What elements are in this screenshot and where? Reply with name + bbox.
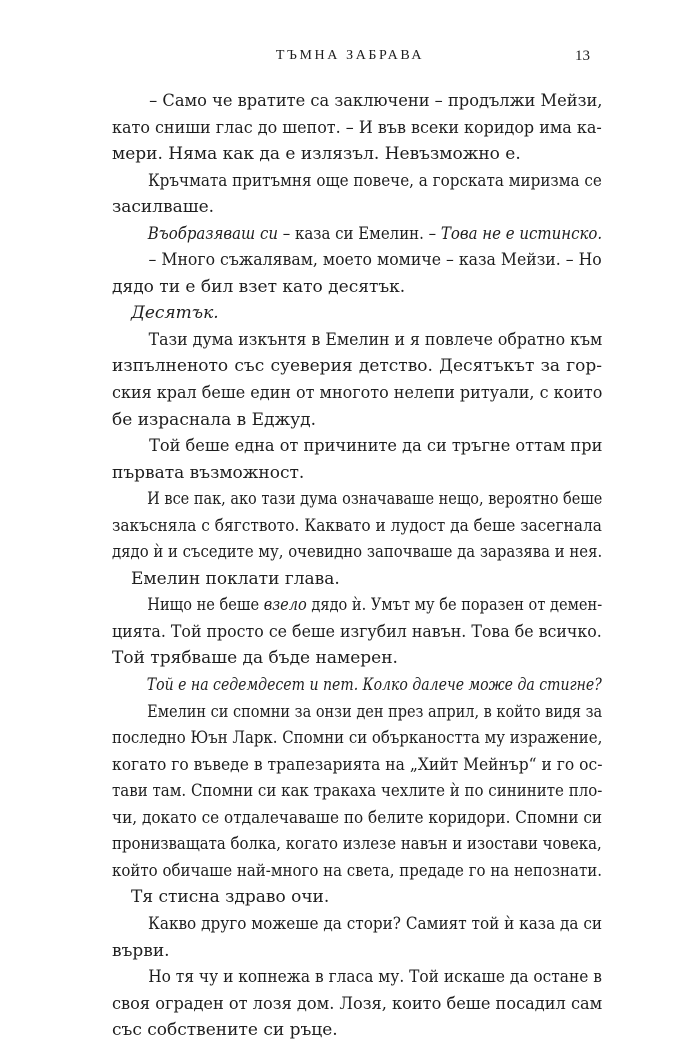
text-line [112, 831, 602, 858]
text-segment: мери. Няма как да е излязъл. Невъзможно е. [112, 144, 521, 165]
text-line [112, 592, 602, 619]
text-line [112, 460, 602, 487]
italic-text-segment: Той е на седемдесет и пет. Колко далече може да стигне? [146, 675, 602, 696]
text-line [112, 327, 602, 354]
text-segment: засилваше. [112, 197, 215, 218]
text-line [112, 805, 602, 832]
text-line [112, 513, 602, 540]
text-line [112, 645, 602, 672]
text-line [112, 858, 602, 885]
text-segment: Емелин си спомни за онзи ден през април, в който видя за [147, 701, 603, 722]
text-line [112, 672, 602, 699]
text-line [112, 353, 602, 380]
text-line [112, 274, 602, 301]
text-line [112, 247, 602, 274]
text-segment: – Само че вратите са заключени – продължи Мейзи, [149, 91, 603, 111]
text-segment: чи, докато се отдалечаваше по белите коридори. Спомни си [112, 807, 603, 828]
text-segment: закъсняла с бягството. Каквато и лудост да беше засегнала [112, 515, 602, 536]
text-line [112, 407, 602, 434]
text-line [112, 221, 602, 248]
text-segment: като сниши глас до шепот. – И във всеки коридор има ка- [112, 117, 602, 138]
text-line [112, 699, 602, 726]
italic-text-segment: Това не е истинско. [440, 223, 603, 244]
text-segment: – каза си Емелин. – [278, 223, 441, 244]
text-segment: със собствените си ръце. [112, 1020, 338, 1041]
text-line [112, 194, 602, 221]
text-line [112, 88, 602, 115]
text-line [112, 911, 602, 938]
text-line [112, 1017, 602, 1044]
text-line [112, 168, 602, 195]
text-segment: последно Юън Ларк. Спомни си объркаността му изражение, [112, 728, 603, 749]
text-segment: пронизващата болка, когато излезе навън и изостави човека, [112, 834, 602, 855]
text-segment: цията. Той просто се беше изгубил навън. Това бе всичко. [112, 621, 602, 642]
page-number: 13 [575, 48, 590, 64]
text-line [112, 141, 602, 168]
text-line [112, 778, 602, 805]
text-segment: ския крал беше един от многото нелепи ритуали, с които [112, 383, 603, 404]
text-line [112, 115, 602, 142]
text-segment: – Много съжалявам, моето момиче – каза Мейзи. – Но [148, 250, 602, 271]
text-segment: Тази дума изкънтя в Емелин и я повлече обратно към [148, 329, 603, 350]
text-line [112, 725, 602, 752]
body-text [112, 88, 602, 1044]
text-segment: когато го въведе в трапезарията на „Хийт Мейнър“ и го ос- [112, 754, 603, 775]
text-segment: дядо ѝ и съседите му, очевидно започваше да заразява и нея. [112, 542, 603, 563]
text-segment: тави там. Спомни си как тракаха чехлите ѝ по синините пло- [112, 781, 603, 802]
running-header [0, 44, 700, 68]
text-segment: И все пак, ако тази дума означаваше нещо, вероятно беше [147, 489, 603, 510]
text-line [112, 486, 602, 513]
text-segment: Той трябваше да бъде намерен. [112, 648, 398, 669]
text-line [112, 539, 602, 566]
italic-text-segment: взело [263, 595, 307, 616]
italic-text-segment: Въобразяваш си [147, 223, 279, 244]
text-segment: който обичаше най-много на света, предаде го на непознати. [112, 860, 602, 881]
italic-text-segment: Десятък. [131, 303, 219, 324]
text-segment: дядо ти е бил взет като десятък. [112, 276, 406, 297]
text-segment: Емелин поклати глава. [131, 568, 340, 589]
text-segment: Нищо не беше [147, 595, 264, 616]
text-line [112, 619, 602, 646]
text-segment: върви. [112, 940, 170, 961]
text-line [112, 300, 602, 327]
text-segment: Какво друго можеше да стори? Самият той ѝ каза да си [148, 913, 603, 934]
text-segment: Но тя чу и копнежа в гласа му. Той искаше да остане в [148, 967, 602, 988]
text-segment: Тя стисна здраво очи. [131, 887, 330, 908]
running-title: ТЪМНА ЗАБРАВА [275, 48, 425, 63]
text-line [112, 566, 602, 593]
text-line [112, 991, 602, 1018]
text-line [112, 964, 602, 991]
text-segment: първата възможност. [112, 462, 305, 483]
text-line [112, 433, 602, 460]
text-segment: своя ограден от лозя дом. Лозя, които беше посадил сам [112, 993, 603, 1014]
text-segment: дядо ѝ. Умът му бе поразен от демен- [306, 595, 603, 616]
text-line [112, 380, 602, 407]
text-segment: изпълненото със суеверия детство. Десятъкът за гор- [112, 356, 602, 377]
text-line [112, 938, 602, 965]
text-segment: Кръчмата притъмня още повече, а горската миризма се [147, 170, 602, 191]
text-segment: Той беше една от причините да си тръгне оттам при [149, 436, 603, 457]
text-line [112, 752, 602, 779]
text-line [112, 884, 602, 911]
text-segment: бе израснала в Еджуд. [112, 409, 317, 430]
